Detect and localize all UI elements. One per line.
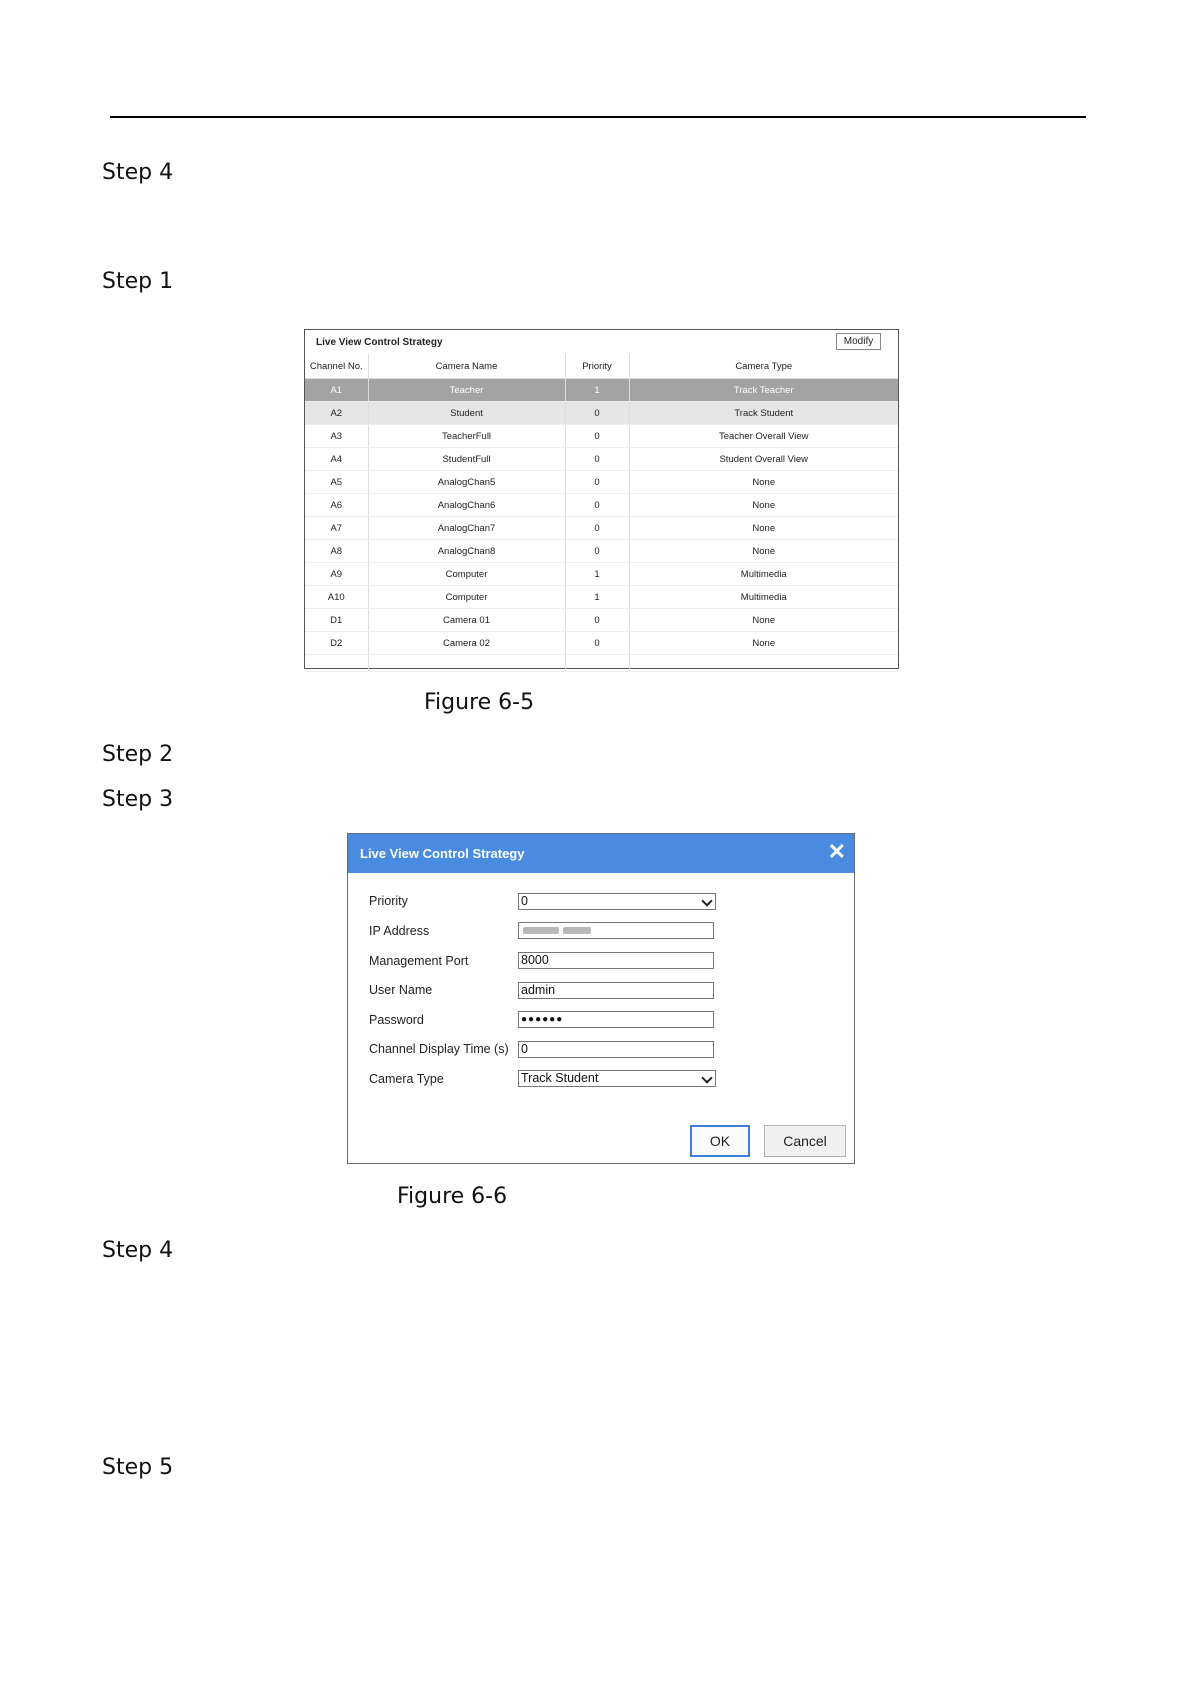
cell-channel: D2: [305, 632, 368, 655]
cell-camera-type: Multimedia: [629, 586, 898, 609]
cell-channel: A2: [305, 402, 368, 425]
user-name-label: User Name: [369, 983, 433, 997]
live-view-strategy-table-panel: [304, 329, 899, 669]
table-row[interactable]: [305, 471, 898, 494]
cell-priority: 0: [565, 494, 629, 517]
priority-select[interactable]: [518, 893, 716, 910]
cell-camera-name: AnalogChan8: [368, 540, 565, 563]
cell-camera-type: None: [629, 540, 898, 563]
table-row[interactable]: [305, 540, 898, 563]
table-row[interactable]: [305, 563, 898, 586]
priority-label: Priority: [369, 894, 408, 908]
modify-button[interactable]: Modify: [836, 333, 881, 350]
cell-camera-name: Computer: [368, 563, 565, 586]
cell-channel: A6: [305, 494, 368, 517]
column-header: Camera Type: [629, 354, 898, 379]
panel-title: Live View Control Strategy: [316, 337, 443, 348]
cell-camera-type: Multimedia: [629, 563, 898, 586]
table-row[interactable]: [305, 425, 898, 448]
password-input[interactable]: ●●●●●●: [518, 1011, 714, 1028]
cell-priority: 0: [565, 402, 629, 425]
cell-priority: 0: [565, 448, 629, 471]
step-label: Step 2: [102, 742, 174, 767]
dialog-header: [348, 834, 854, 873]
ip-address-input[interactable]: [518, 922, 714, 939]
table-row[interactable]: [305, 494, 898, 517]
cell-priority: 1: [565, 563, 629, 586]
empty-cell: [305, 655, 368, 672]
table-row[interactable]: [305, 517, 898, 540]
step-label: Step 4: [102, 160, 174, 185]
channel-display-time-label: Channel Display Time (s): [369, 1042, 509, 1056]
user-name-input[interactable]: admin: [518, 982, 714, 999]
cancel-button[interactable]: Cancel: [764, 1125, 846, 1157]
camera-type-select[interactable]: [518, 1070, 716, 1087]
cell-channel: D1: [305, 609, 368, 632]
cell-camera-name: Student: [368, 402, 565, 425]
cell-camera-type: Track Teacher: [629, 379, 898, 402]
cell-channel: A7: [305, 517, 368, 540]
channel-display-time-input[interactable]: 0: [518, 1041, 714, 1058]
live-view-strategy-dialog: [347, 833, 855, 1164]
table-row[interactable]: [305, 609, 898, 632]
cell-channel: A4: [305, 448, 368, 471]
cell-channel: A3: [305, 425, 368, 448]
channel-table: [305, 354, 898, 672]
step-label: Step 4: [102, 1238, 174, 1263]
cell-camera-name: Camera 01: [368, 609, 565, 632]
dialog-title: Live View Control Strategy: [360, 846, 525, 861]
ok-button[interactable]: OK: [690, 1125, 750, 1157]
column-header: Priority: [565, 354, 629, 379]
cell-camera-type: Student Overall View: [629, 448, 898, 471]
cell-camera-type: None: [629, 517, 898, 540]
cell-priority: 1: [565, 586, 629, 609]
step-label: Step 1: [102, 269, 174, 294]
cell-camera-type: Teacher Overall View: [629, 425, 898, 448]
table-row[interactable]: [305, 632, 898, 655]
priority-value: 0: [521, 894, 528, 908]
management-port-label: Management Port: [369, 954, 469, 968]
cell-camera-name: AnalogChan7: [368, 517, 565, 540]
redacted-blur: [523, 927, 559, 934]
cell-camera-type: None: [629, 471, 898, 494]
cell-channel: A1: [305, 379, 368, 402]
cell-priority: 0: [565, 517, 629, 540]
cell-camera-name: AnalogChan5: [368, 471, 565, 494]
password-label: Password: [369, 1013, 424, 1027]
cell-priority: 0: [565, 632, 629, 655]
camera-type-value: Track Student: [521, 1071, 599, 1085]
empty-cell: [629, 655, 898, 672]
step-label: Step 5: [102, 1455, 174, 1480]
empty-cell: [565, 655, 629, 672]
cell-priority: 0: [565, 609, 629, 632]
empty-cell: [368, 655, 565, 672]
table-row[interactable]: [305, 402, 898, 425]
camera-type-label: Camera Type: [369, 1072, 444, 1086]
chevron-down-icon: [701, 895, 712, 906]
cell-camera-type: None: [629, 494, 898, 517]
cell-camera-type: None: [629, 609, 898, 632]
cell-priority: 0: [565, 540, 629, 563]
table-header-row: [305, 354, 898, 379]
column-header: Camera Name: [368, 354, 565, 379]
table-row[interactable]: [305, 448, 898, 471]
cell-priority: 0: [565, 471, 629, 494]
cell-camera-type: Track Student: [629, 402, 898, 425]
cell-priority: 0: [565, 425, 629, 448]
cell-channel: A5: [305, 471, 368, 494]
cell-camera-name: Computer: [368, 586, 565, 609]
cell-camera-name: Camera 02: [368, 632, 565, 655]
figure-caption: Figure 6-6: [397, 1184, 508, 1209]
redacted-blur: [563, 927, 591, 934]
cell-camera-name: TeacherFull: [368, 425, 565, 448]
ip-address-label: IP Address: [369, 924, 430, 938]
cell-priority: 1: [565, 379, 629, 402]
cell-channel: A10: [305, 586, 368, 609]
cell-channel: A9: [305, 563, 368, 586]
cell-camera-type: None: [629, 632, 898, 655]
chevron-down-icon: [701, 1072, 712, 1083]
close-icon[interactable]: ✕: [827, 839, 846, 864]
header-rule: [110, 116, 1086, 118]
table-row[interactable]: [305, 379, 898, 402]
table-row-empty: [305, 655, 898, 672]
cell-camera-name: Teacher: [368, 379, 565, 402]
management-port-input[interactable]: 8000: [518, 952, 714, 969]
step-label: Step 3: [102, 787, 174, 812]
cell-camera-name: AnalogChan6: [368, 494, 565, 517]
cell-channel: A8: [305, 540, 368, 563]
cell-camera-name: StudentFull: [368, 448, 565, 471]
column-header: Channel No.: [305, 354, 368, 379]
table-row[interactable]: [305, 586, 898, 609]
figure-caption: Figure 6-5: [424, 690, 535, 715]
